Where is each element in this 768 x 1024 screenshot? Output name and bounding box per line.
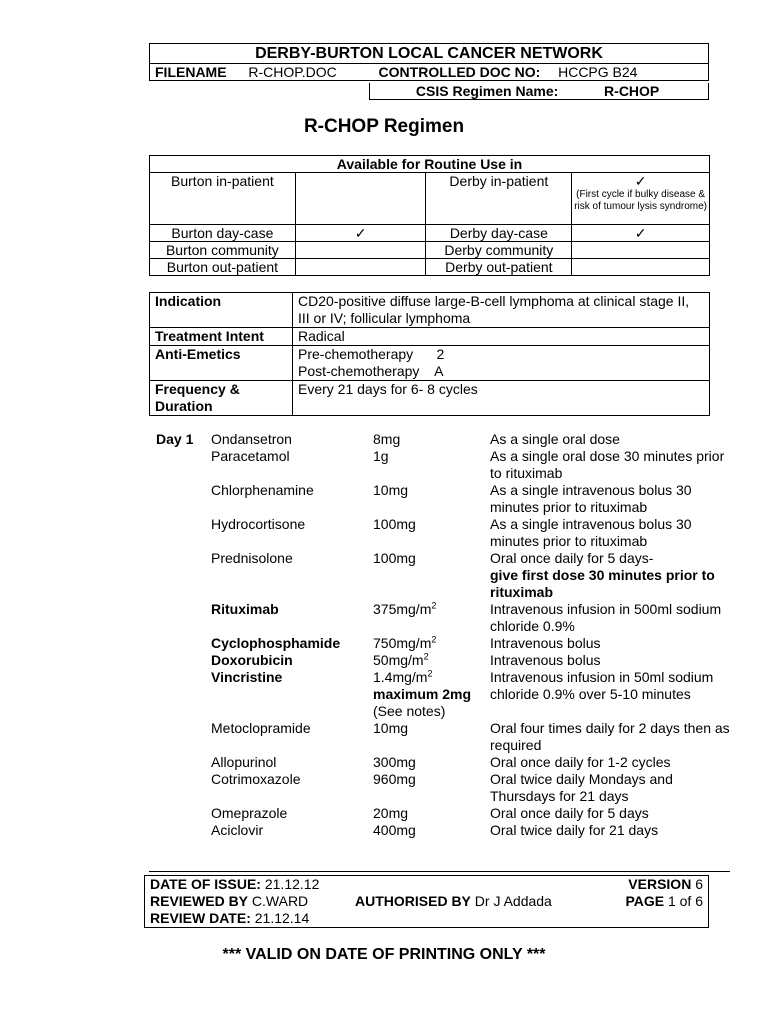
page-number <box>601 893 708 910</box>
drug-dose: 100mg <box>373 550 416 566</box>
document-footer <box>144 875 709 928</box>
drug-name: Doxorubicin <box>211 652 293 668</box>
drug-name: Paracetamol <box>211 448 290 464</box>
superscript: 2 <box>427 668 433 679</box>
page-title: R-CHOP Regimen <box>303 116 465 137</box>
drug-row <box>211 448 731 482</box>
drug-row <box>211 771 731 805</box>
frequency-label: Frequency & Duration <box>150 381 293 416</box>
drug-dose-cell <box>373 669 490 720</box>
version <box>601 876 708 894</box>
drug-dose-cell <box>373 652 490 669</box>
drug-route: As a single intravenous bolus 30 minutes prior to rituximab <box>490 516 692 549</box>
drug-dose: 375mg/m <box>373 601 432 617</box>
issue-date-value: 21.12.12 <box>264 876 320 892</box>
anti-emetics-value <box>293 346 710 381</box>
drug-dose: 50mg/m <box>373 652 424 668</box>
drug-name: Omeprazole <box>211 805 288 821</box>
superscript: 2 <box>423 651 429 662</box>
drug-name: Rituximab <box>211 601 279 617</box>
availability-location: Derby day-case <box>426 225 572 242</box>
availability-location: Burton out-patient <box>150 259 296 276</box>
filename-value: R-CHOP.DOC <box>248 64 337 80</box>
availability-location: Burton in-patient <box>150 173 296 225</box>
drug-route: As a single intravenous bolus 30 minutes prior to rituximab <box>490 482 692 515</box>
drug-name: Vincristine <box>211 669 283 685</box>
drug-dose-note: (See notes) <box>373 703 446 719</box>
post-chemo: Post-chemotherapy A <box>298 363 444 379</box>
csis-regimen-box <box>369 83 709 100</box>
availability-check: ✓ <box>634 173 647 189</box>
indication-table <box>149 292 710 416</box>
drug-dose: 10mg <box>373 482 409 498</box>
availability-location: Burton community <box>150 242 296 259</box>
drug-row <box>211 601 731 635</box>
page-value: 1 of 6 <box>667 893 703 909</box>
drug-dose: 1g <box>373 448 389 464</box>
validity-notice: *** VALID ON DATE OF PRINTING ONLY *** <box>222 946 546 963</box>
review-date-value: 21.12.14 <box>254 910 310 926</box>
drug-route: Oral twice daily Mondays and Thursdays for 21 days <box>490 771 673 804</box>
drug-route: Intravenous infusion in 500ml sodium chloride 0.9% <box>490 601 722 634</box>
authorised-by-label: AUTHORISED BY <box>355 893 471 909</box>
drug-route: As a single oral dose 30 minutes prior to rituximab <box>490 448 725 481</box>
drug-route: Oral once daily for 1-2 cycles <box>490 754 671 770</box>
treatment-intent-value: Radical <box>293 328 710 346</box>
drug-dose: 1.4mg/m <box>373 669 428 685</box>
availability-caption: Available for Routine Use in <box>150 156 710 173</box>
reviewed-by-label: REVIEWED BY <box>150 893 249 909</box>
drug-row <box>211 516 731 550</box>
availability-check: ✓ <box>295 225 426 242</box>
drug-dose: 400mg <box>373 822 416 838</box>
drug-dose: 8mg <box>373 431 401 447</box>
drug-route: Oral twice daily for 21 days <box>490 822 659 838</box>
drug-name: Chlorphenamine <box>211 482 314 498</box>
drug-row <box>211 635 731 652</box>
authorised-by-value: Dr J Addada <box>474 893 552 909</box>
issue-date-label: DATE OF ISSUE: <box>150 876 261 892</box>
issue-date <box>145 876 602 894</box>
drug-name: Metoclopramide <box>211 720 311 736</box>
availability-check: ✓ <box>572 225 710 242</box>
network-title: DERBY-BURTON LOCAL CANCER NETWORK <box>150 44 709 64</box>
availability-location: Derby community <box>426 242 572 259</box>
drug-dose: 20mg <box>373 805 409 821</box>
drug-route-note: give first dose 30 minutes prior to rituximab <box>490 567 715 600</box>
drug-row <box>211 669 731 720</box>
availability-check <box>572 242 710 259</box>
drug-name: Aciclovir <box>211 822 264 838</box>
drug-dose-cell <box>373 635 490 652</box>
availability-check <box>295 259 426 276</box>
availability-check <box>295 173 426 225</box>
drug-row <box>211 754 731 771</box>
drug-row <box>211 482 731 516</box>
review-date <box>145 910 709 928</box>
indication-value: CD20-positive diffuse large-B-cell lymphoma at clinical stage II, III or IV; follicular lymphoma <box>293 293 710 328</box>
drug-name: Cotrimoxazole <box>211 771 301 787</box>
availability-location: Derby out-patient <box>426 259 572 276</box>
availability-table <box>149 155 710 276</box>
drug-name: Cyclophosphamide <box>211 635 341 651</box>
indication-label: Indication <box>150 293 293 328</box>
drug-route: Intravenous bolus <box>490 652 601 668</box>
availability-location: Derby in-patient <box>426 173 572 225</box>
authorised-by <box>350 893 601 910</box>
drug-dose: 960mg <box>373 771 416 787</box>
document-header <box>149 43 709 81</box>
pre-chemo: Pre-chemotherapy 2 <box>298 346 445 362</box>
drug-row <box>211 822 731 839</box>
frequency-value: Every 21 days for 6- 8 cycles <box>293 381 710 416</box>
availability-note: (First cycle if bulky disease & risk of tumour lysis syndrome) <box>574 189 708 212</box>
drug-route: Oral four times daily for 2 days then as required <box>490 720 730 753</box>
review-date-label: REVIEW DATE: <box>150 910 251 926</box>
csis-value: R-CHOP <box>604 83 660 99</box>
divider-line <box>149 871 730 872</box>
filename-label: FILENAME <box>155 64 227 80</box>
superscript: 2 <box>431 634 437 645</box>
drug-row <box>211 550 731 601</box>
availability-check-cell <box>572 173 710 225</box>
drug-route: As a single oral dose <box>490 431 620 447</box>
reviewed-by-value: C.WARD <box>251 893 309 909</box>
drug-row <box>211 652 731 669</box>
drug-route: Intravenous infusion in 50ml sodium chloride 0.9% over 5-10 minutes <box>490 669 714 702</box>
anti-emetics-label: Anti-Emetics <box>150 346 293 381</box>
drug-row <box>211 720 731 754</box>
reviewed-by <box>145 893 351 910</box>
drug-route: Oral once daily for 5 days- <box>490 550 654 566</box>
drug-name: Hydrocortisone <box>211 516 306 532</box>
version-value: 6 <box>695 876 703 892</box>
drug-dose: 750mg/m <box>373 635 432 651</box>
drug-row <box>211 805 731 822</box>
drug-row <box>211 431 731 448</box>
drug-table <box>211 431 731 839</box>
treatment-intent-label: Treatment Intent <box>150 328 293 346</box>
csis-label: CSIS Regimen Name: <box>415 83 559 99</box>
drug-dose: 100mg <box>373 516 416 532</box>
filename-row <box>150 64 709 81</box>
drug-dose-cell <box>373 601 490 635</box>
superscript: 2 <box>431 600 437 611</box>
version-label: VERSION <box>628 876 692 892</box>
availability-check <box>295 242 426 259</box>
drug-dose-max: maximum 2mg <box>373 686 472 702</box>
day-label: Day 1 <box>156 431 194 447</box>
availability-location: Burton day-case <box>150 225 296 242</box>
drug-route: Intravenous bolus <box>490 635 601 651</box>
drug-name: Prednisolone <box>211 550 293 566</box>
controlled-doc-value: HCCPG B24 <box>558 64 638 80</box>
page-label: PAGE <box>625 893 665 909</box>
controlled-doc-label: CONTROLLED DOC NO: <box>378 64 541 80</box>
drug-dose: 10mg <box>373 720 409 736</box>
drug-route-cell <box>490 550 731 601</box>
drug-route: Oral once daily for 5 days <box>490 805 649 821</box>
drug-dose: 300mg <box>373 754 416 770</box>
availability-check <box>572 259 710 276</box>
drug-name: Ondansetron <box>211 431 292 447</box>
drug-name: Allopurinol <box>211 754 277 770</box>
